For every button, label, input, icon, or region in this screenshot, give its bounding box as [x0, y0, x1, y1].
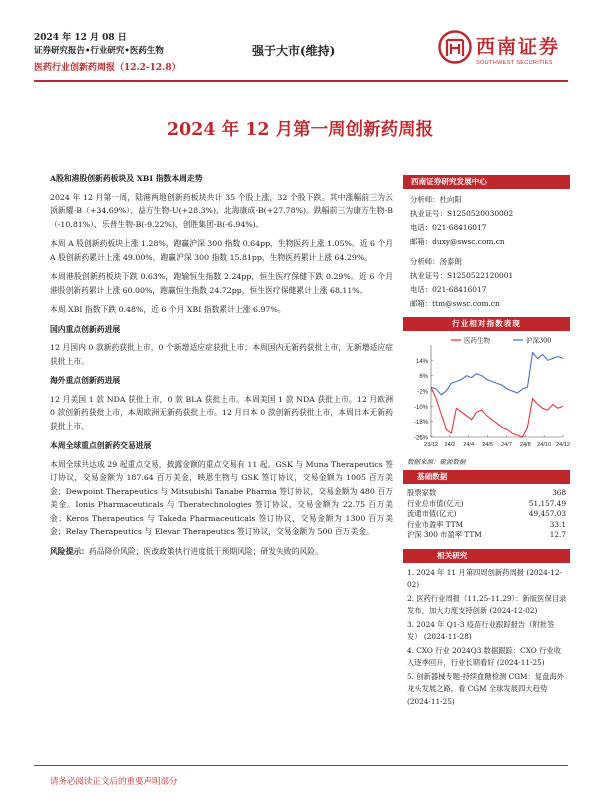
analyst-name: 分析师：汤泰朗: [410, 257, 462, 266]
analyst-phone: 电话：021-68416017: [410, 223, 487, 232]
paragraph: 12 月美国 1 款 NDA 获批上市，0 款 BLA 获批上市。本周美国 1 款 NDA 获批上市。12 月欧洲 0 款创新药获批上市，本周欧洲无新药获批上市。12 月日本 0 款创新药获批上市，本周日本无新药获批上市。: [50, 394, 393, 431]
analyst-license: 执业证号：S1250522120001: [410, 271, 514, 280]
stat-label: 股票家数: [407, 488, 437, 497]
y-tick-label: -18%: [413, 420, 428, 427]
logo-text-en: SOUTHWEST SECURITIES: [476, 60, 553, 66]
stat-value: 51,157.49: [528, 498, 566, 508]
company-logo: [438, 30, 568, 74]
report-link[interactable]: 1. 2024 年 11 月第四周创新药周报 (2024-12-02): [407, 567, 563, 589]
x-tick-label: 24/8: [519, 442, 531, 448]
main-content: [50, 172, 393, 563]
x-tick-label: 24/2: [444, 442, 456, 448]
stat-row: [403, 530, 570, 541]
y-tick-label: -2%: [417, 389, 428, 396]
stat-row: [403, 488, 570, 499]
x-tick-label: 24/7: [500, 442, 512, 448]
section-heading: 海外重点创新药进展: [50, 376, 121, 385]
footer-disclaimer: 请务必阅读正文后的重要声明部分: [50, 777, 178, 787]
y-tick-label: -10%: [413, 404, 428, 411]
rating: 强于大市(维持): [252, 44, 336, 58]
x-tick-label: 24/12: [556, 442, 570, 448]
report-link[interactable]: 3. 2024 年 Q1-3 疫苗行业跟踪报告（附批签发） (2024-11-28): [407, 619, 555, 641]
page-title: 2024 年 12 月第一周创新药周报: [166, 120, 434, 140]
paragraph: 本周港股创新药板块下跌 0.63%，跑输恒生指数 2.24pp，恒生医疗保健下跌 0.29%。近 6 个月港股创新药累计上涨 60.00%，跑赢恒生指数 24.72pp，恒生医疗保健累计上涨 68.11%。: [50, 272, 393, 295]
chart-heading: 行业相对指数表现: [403, 317, 570, 331]
stat-label: 行业总市值(亿元): [407, 498, 464, 508]
report-subtitle: 医药行业创新药周报（12.2-12.8）: [34, 63, 181, 73]
footer-divider: [34, 765, 568, 766]
paragraph: 本周全球共达成 29 起重点交易，披露金额的重点交易有 11 起。GSK 与 Muna Therapeutics 签订协议，交易金额为 187.64 百万美金，映恩生物与 GSK 签订协议，交易金额为 1005 百万美金；Dewpoint Therapeutics 与 Mitsubishi Tanabe Pharma 签订协议，交易金额为 480 百万美金。Ionis Pharmaceuticals 与 Theratechnologies 签订协议，交易金额为 22.75 百万美金；Keros Therapeutics 与 Takeda Pharmaceuticals 签订协议，交易金额为 1300 百万美金；Relay Therapeutics 与 Elevar Therapeutics 签订协议，交易金额为 500 百万美金。: [50, 459, 393, 536]
logo-mark-icon: [438, 30, 472, 64]
stat-row: [403, 509, 570, 520]
y-tick-label: 14%: [415, 358, 428, 365]
series-line-0: [431, 387, 563, 437]
analyst-info: [403, 189, 570, 311]
stat-label: 行业市盈率 TTM: [407, 519, 464, 529]
stat-value: 33.1: [549, 519, 566, 529]
stats-table: [403, 484, 570, 541]
paragraph: 本周 A 股创新药板块上涨 1.28%，跑赢沪深 300 指数 0.64pp，生物医药上涨 1.05%。近 6 个月 A 股创新药累计上涨 49.00%，跑赢沪深 300 指数 15.81pp，生物医药累计上涨 64.29%。: [50, 239, 393, 262]
risk-label: 风险提示：: [50, 546, 89, 556]
stat-row: [403, 520, 570, 531]
report-category: 证券研究报告•行业研究•医药生物: [34, 46, 164, 56]
stat-row: [403, 499, 570, 510]
report-link[interactable]: 4. CXO 行业 2024Q3 数据跟踪：CXO 行业收入逐季回升，行业长期看好 (2024-11-25): [407, 645, 561, 667]
report-link[interactable]: 2. 医药行业周报（11.25-11.29）：新版医保目录发布，加大力度支持创新 (2024-12-02): [407, 593, 567, 615]
analysts-heading: 西南证券研究发展中心: [403, 175, 570, 189]
stats-heading: 基础数据: [403, 470, 570, 484]
report-date: 2024 年 12 月 08 日: [34, 33, 127, 43]
analyst-email[interactable]: 邮箱：duxy@swsc.com.cn: [410, 237, 505, 246]
x-tick-label: 24/10: [537, 442, 552, 448]
analyst-name: 分析师：杜向阳: [410, 195, 462, 204]
header-divider: [34, 80, 568, 82]
stat-label: 沪深 300 市盈率 TTM: [407, 530, 482, 539]
paragraph: 本周 XBI 指数下跌 0.48%，近 6 个月 XBI 指数累计上涨 6.97%。: [50, 305, 286, 314]
chart-source: 数据来源：聚源数据: [407, 458, 466, 466]
risk-text: 药品降价风险；医改政策执行进度低于预期风险；研发失败的风险。: [88, 546, 323, 556]
analyst-email[interactable]: 邮箱：ttm@swsc.com.cn: [410, 299, 500, 308]
analyst-phone: 电话：021-68416017: [410, 285, 487, 294]
relative-index-chart: [403, 333, 570, 453]
legend-label: 沪深300: [526, 336, 552, 345]
series-line-1: [431, 353, 563, 395]
risk-warning: [50, 545, 393, 559]
sidebar: [403, 175, 570, 709]
x-tick-label: 24/4: [463, 442, 475, 448]
section-heading: A股和港股创新药板块及 XBI 指数本周走势: [50, 174, 203, 183]
logo-text-cn: 西南证券: [476, 36, 561, 58]
related-reports: [403, 563, 570, 709]
stat-value: 49,457.03: [528, 509, 566, 518]
stat-label: 流通市值(亿元): [407, 509, 457, 518]
y-tick-label: -26%: [413, 435, 428, 442]
paragraph: 12 月国内 0 款新药获批上市，0 个新增适应症获批上市；本周国内无新药获批上市，无新增适应症获批上市。: [50, 343, 393, 366]
x-tick-label: 24/5: [482, 442, 494, 448]
report-link[interactable]: 5. 创新器械专题-持续血糖检测 CGM：复盘海外龙头发展之路，看 CGM 全球发展四大趋势 (2024-11-25): [407, 671, 564, 706]
x-tick-label: 23/12: [424, 442, 438, 448]
chart-svg: [403, 333, 570, 453]
stat-value: 368: [552, 488, 566, 497]
analyst-license: 执业证号：S1250520030002: [410, 209, 514, 218]
legend-label: 医药生物: [464, 336, 490, 345]
section-heading: 国内重点创新药进展: [50, 324, 121, 334]
stat-value: 12.7: [549, 530, 566, 539]
paragraph: 2024 年 12 月第一周，陆港两地创新药板块共计 35 个股上涨，32 个股下跌。其中涨幅前三为云顶新耀-B（+34.69%）、益方生物-U(+28.3%)、北海康成-B(+27.78%)。跌幅前三为康方生物-B（-10.81%）、乐普生物-B(-9.22%)、创胜集团-B(-6.94%)。: [50, 192, 393, 229]
reports-heading: 相关研究: [403, 549, 570, 563]
y-tick-label: 6%: [419, 374, 428, 381]
section-heading: 本周全球重点创新药交易进展: [50, 441, 152, 450]
